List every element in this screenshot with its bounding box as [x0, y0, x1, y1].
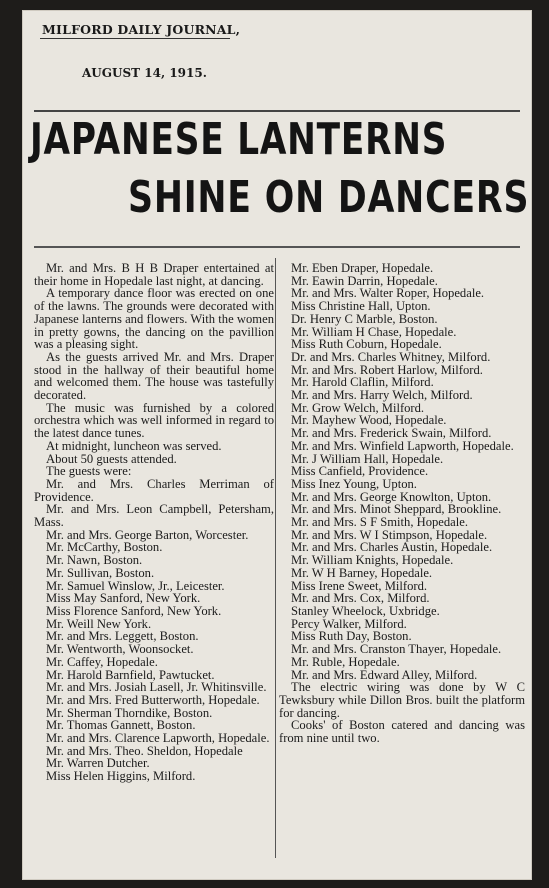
- guest-entry: Mr. Sullivan, Boston.: [46, 565, 155, 580]
- guest-entry: Mr. Ruble, Hopedale.: [291, 654, 400, 669]
- paragraph: Cooks' of Boston catered and dancing was from nine until two.: [279, 718, 525, 746]
- guest-entry: Mr. and Mrs. Winfield Lapworth, Hopedale.: [291, 438, 514, 453]
- paragraph: The guests were:: [46, 464, 132, 479]
- guest-entry: Miss Irene Sweet, Milford.: [291, 578, 428, 593]
- guest-entry: Mr. Harold Barnfield, Pawtucket.: [46, 667, 215, 682]
- guest-entry: Miss Ruth Day, Boston.: [291, 629, 412, 644]
- paragraph: Mr. and Mrs. B H B Draper entertained at their home in Hopedale last night, at dancing.: [34, 261, 274, 288]
- guest-entry: Dr. Henry C Marble, Boston.: [291, 311, 438, 326]
- paragraph: As the guests arrived Mr. and Mrs. Draper stood in the hallway of their beautiful home and welcomed them. The house was tastefully decorated.: [34, 349, 274, 403]
- guest-entry: Mr. and Mrs. Cranston Thayer, Hopedale.: [291, 642, 502, 657]
- guest-entry: Mr. McCarthy, Boston.: [46, 540, 163, 555]
- guest-entry: Mr. Mayhew Wood, Hopedale.: [291, 413, 447, 428]
- guest-entry: Mr. and Mrs. W I Stimpson, Hopedale.: [291, 527, 488, 542]
- guest-entry: Stanley Wheelock, Uxbridge.: [291, 603, 440, 618]
- paragraph: The electric wiring was done by W C Tewksbury while Dillon Bros. built the platform for dancing.: [279, 680, 525, 720]
- guest-entry: Mr. and Mrs. Robert Harlow, Milford.: [291, 362, 483, 377]
- guest-entry: Mr. Grow Welch, Milford.: [291, 400, 425, 415]
- headline-line-1: JAPANESE LANTERNS: [30, 114, 448, 165]
- guest-entry: Mr. and Mrs. Cox, Milford.: [291, 591, 430, 606]
- guest-entry: Mr. Warren Dutcher.: [46, 756, 150, 771]
- paragraph: A temporary dance floor was erected on one of the lawns. The grounds were decorated with Japanese lanterns and flowers. With the women in pretty gowns, the dancing on the pavillion was a pleasing sight.: [34, 286, 274, 352]
- right-column: [279, 262, 525, 745]
- guest-entry: Mr. and Mrs. Theo. Sheldon, Hopedale: [46, 743, 243, 758]
- column-divider: [275, 258, 276, 858]
- guest-entry: Mr. Weill New York.: [46, 616, 152, 631]
- guest-entry: Mr. and Mrs. Charles Merriman of Providence.: [34, 476, 274, 504]
- guest-entry: Mr. and Mrs. Harry Welch, Milford.: [291, 388, 473, 403]
- guest-entry: Miss Inez Young, Upton.: [291, 476, 417, 491]
- dateline: AUGUST 14, 1915.: [82, 66, 207, 80]
- guest-entry: Miss Helen Higgins, Milford.: [46, 769, 196, 784]
- top-rule: [34, 110, 520, 112]
- guest-entry: Mr. Samuel Winslow, Jr., Leicester.: [46, 578, 225, 593]
- guest-entry: Miss Christine Hall, Upton.: [291, 299, 431, 314]
- guest-entry: Miss Canfield, Providence.: [291, 464, 429, 479]
- newspaper-clipping: [22, 10, 532, 880]
- guest-entry: Mr. and Mrs. Frederick Swain, Milford.: [291, 426, 492, 441]
- guest-entry: Mr. and Mrs. Clarence Lapworth, Hopedale.: [46, 731, 270, 746]
- paragraph: About 50 guests attended.: [46, 451, 177, 466]
- guest-entry: Mr. J William Hall, Hopedale.: [291, 451, 444, 466]
- guest-entry: Mr. and Mrs. Josiah Lasell, Jr. Whitinsville.: [46, 680, 267, 695]
- paragraph: The music was furnished by a colored orchestra which was well informed in regard to the latest dance tunes.: [34, 400, 274, 441]
- guest-entry: Miss May Sanford, New York.: [46, 591, 201, 606]
- guest-entry: Mr. Nawn, Boston.: [46, 553, 143, 568]
- guest-entry: Mr. W H Barney, Hopedale.: [291, 565, 433, 580]
- guest-entry: Mr. and Mrs. S F Smith, Hopedale.: [291, 515, 469, 530]
- guest-entry: Mr. Wentworth, Woonsocket.: [46, 642, 194, 657]
- guest-entry: Mr. William H Chase, Hopedale.: [291, 324, 457, 339]
- guest-entry: Mr. Sherman Thorndike, Boston.: [46, 705, 213, 720]
- guest-entry: Mr. and Mrs. Charles Austin, Hopedale.: [291, 540, 493, 555]
- guest-entry: Mr. and Mrs. George Barton, Worcester.: [46, 527, 249, 542]
- guest-entry: Mr. and Mrs. Fred Butterworth, Hopedale.: [46, 692, 260, 707]
- guest-entry: Percy Walker, Milford.: [291, 616, 407, 631]
- guest-entry: Mr. Eawin Darrin, Hopedale.: [291, 273, 438, 288]
- guest-entry: Mr. and Mrs. Leggett, Boston.: [46, 629, 199, 644]
- guest-entry: Mr. William Knights, Hopedale.: [291, 553, 454, 568]
- guest-entry: Mr. and Mrs. Walter Roper, Hopedale.: [291, 286, 485, 301]
- left-column: [34, 262, 274, 783]
- masthead: MILFORD DAILY JOURNAL,: [42, 22, 241, 37]
- guest-entry: Mr. and Mrs. Leon Campbell, Petersham, Mass.: [34, 502, 274, 530]
- guest-entry: Mr. Caffey, Hopedale.: [46, 654, 158, 669]
- guest-entry: Mr. and Mrs. George Knowlton, Upton.: [291, 489, 492, 504]
- paragraph: At midnight, luncheon was served.: [46, 438, 222, 453]
- guest-entry: Mr. Thomas Gannett, Boston.: [46, 718, 196, 733]
- guest-entry: Mr. and Mrs. Minot Sheppard, Brookline.: [291, 502, 502, 517]
- masthead-underline: [40, 38, 230, 39]
- headline-rule: [34, 246, 520, 248]
- guest-entry: Miss Ruth Coburn, Hopedale.: [291, 337, 442, 352]
- guest-entry: Mr. Harold Claflin, Milford.: [291, 375, 434, 390]
- guest-entry: Dr. and Mrs. Charles Whitney, Milford.: [291, 349, 491, 364]
- guest-entry: Miss Florence Sanford, New York.: [46, 603, 222, 618]
- guest-entry: Mr. Eben Draper, Hopedale.: [291, 261, 434, 275]
- headline-line-2: SHINE ON DANCERS: [128, 172, 530, 223]
- guest-entry: Mr. and Mrs. Edward Alley, Milford.: [291, 667, 478, 682]
